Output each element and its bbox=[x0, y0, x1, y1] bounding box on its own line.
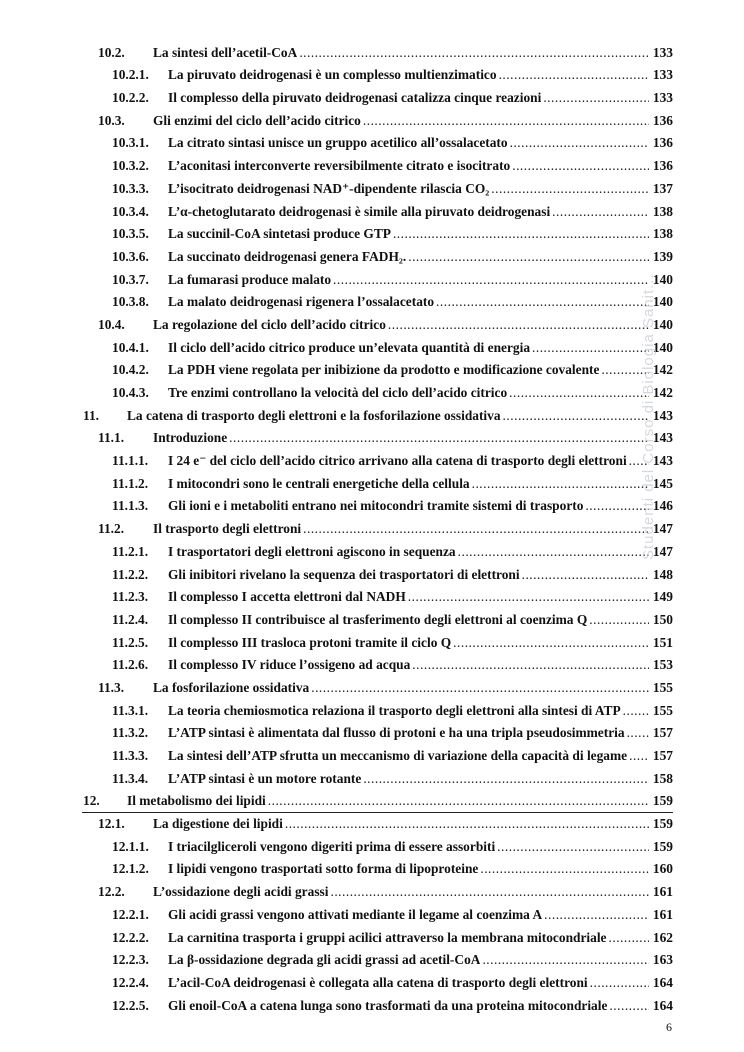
dot-leader bbox=[499, 67, 649, 83]
toc-entry-page: 145 bbox=[652, 475, 673, 491]
toc-entry-number: 10.4.1. bbox=[112, 339, 149, 355]
toc-entry-title-wrap bbox=[153, 317, 651, 333]
toc-entry[interactable] bbox=[0, 292, 744, 315]
toc-entry-title: Introduzione bbox=[153, 430, 228, 446]
toc-entry-title-wrap bbox=[168, 498, 651, 514]
toc-entry-number: 10.3.7. bbox=[112, 271, 149, 287]
toc-entry-page: 137 bbox=[652, 180, 673, 196]
toc-entry-title-wrap bbox=[168, 839, 651, 855]
dot-leader bbox=[311, 680, 649, 696]
toc-entry-title: L’ossidazione degli acidi grassi bbox=[153, 884, 329, 900]
toc-entry-number: 11.2.5. bbox=[112, 634, 149, 650]
toc-entry-title-wrap bbox=[168, 90, 651, 106]
toc-entry-page: 136 bbox=[652, 112, 673, 128]
toc-entry-page: 138 bbox=[652, 203, 673, 219]
toc-entry-title: La teoria chemiosmotica relaziona il trasporto degli elettroni alla sintesi di ATP bbox=[168, 702, 621, 718]
toc-entry-title: La catena di trasporto degli elettroni e la fosforilazione ossidativa bbox=[127, 407, 501, 423]
toc-entry-page: 149 bbox=[652, 589, 673, 605]
dot-leader bbox=[544, 907, 649, 923]
toc-entry-page: 153 bbox=[652, 657, 673, 673]
dot-leader bbox=[408, 589, 649, 605]
toc-entry-title-wrap bbox=[168, 453, 651, 469]
toc-entry[interactable] bbox=[0, 564, 744, 587]
dot-leader bbox=[330, 884, 649, 900]
toc-entry-title: Il metabolismo dei lipidi bbox=[127, 793, 266, 809]
toc-entry-title-wrap bbox=[168, 204, 651, 220]
dot-leader bbox=[589, 612, 649, 628]
toc-entry-title: L’isocitrato deidrogenasi NAD⁺-dipendente rilascia CO₂ bbox=[168, 180, 490, 196]
dot-leader bbox=[363, 113, 649, 129]
toc-entry[interactable] bbox=[0, 155, 744, 178]
toc-entry-page: 159 bbox=[652, 793, 673, 809]
dot-leader bbox=[522, 567, 649, 583]
toc-entry-number: 12.2.4. bbox=[112, 974, 149, 990]
toc-entry[interactable] bbox=[0, 246, 744, 269]
toc-entry-page: 140 bbox=[652, 271, 673, 287]
toc-entry[interactable] bbox=[0, 609, 744, 632]
toc-entry-number: 11.3.3. bbox=[112, 748, 149, 763]
dot-leader bbox=[629, 748, 649, 764]
toc-entry-title-wrap bbox=[153, 816, 651, 832]
toc-entry-page: 133 bbox=[652, 67, 673, 83]
toc-entry-number: 10.4. bbox=[98, 316, 125, 332]
toc-entry[interactable] bbox=[0, 904, 744, 927]
toc-entry-title: I mitocondri sono le centrali energetiche della cellula bbox=[168, 475, 470, 491]
toc-entry-title-wrap bbox=[168, 226, 651, 242]
toc-entry-title: I lipidi vengono trasportati sotto forma di lipoproteine bbox=[168, 861, 479, 877]
dot-leader bbox=[543, 90, 649, 106]
toc-entry-number: 10.2. bbox=[98, 44, 125, 60]
toc-entry-title: Il trasporto degli elettroni bbox=[153, 521, 302, 537]
toc-entry-title: Gli enzimi del ciclo dell’acido citrico bbox=[153, 112, 361, 128]
toc-entry[interactable] bbox=[0, 541, 744, 564]
dot-leader bbox=[609, 998, 649, 1014]
toc-entry-number: 11.3.4. bbox=[112, 770, 149, 786]
toc-entry-number: 12.2.2. bbox=[112, 929, 149, 945]
toc-entry-number: 11.2.4. bbox=[112, 611, 149, 627]
toc-entry-page: 158 bbox=[652, 770, 673, 786]
toc-entry-title: Il complesso IV riduce l’ossigeno ad acqua bbox=[168, 657, 411, 673]
toc-entry-number: 12. bbox=[83, 793, 100, 809]
toc-entry-title-wrap bbox=[153, 45, 651, 61]
toc-entry-title-wrap bbox=[168, 158, 651, 174]
dot-leader bbox=[482, 952, 649, 968]
toc-entry-title-wrap bbox=[168, 589, 651, 605]
toc-entry-title: I triacilgliceroli vengono digeriti prima di essere assorbiti bbox=[168, 838, 496, 854]
toc-entry[interactable] bbox=[0, 723, 744, 746]
dot-leader bbox=[436, 294, 649, 310]
toc-entry-page: 148 bbox=[652, 566, 673, 582]
dot-leader bbox=[532, 340, 649, 356]
toc-entry-title-wrap bbox=[153, 680, 651, 696]
toc-entry-page: 142 bbox=[652, 385, 673, 400]
dot-leader bbox=[458, 544, 649, 560]
toc-entry-title: La fosforilazione ossidativa bbox=[153, 679, 310, 695]
toc-entry[interactable] bbox=[0, 950, 744, 973]
toc-entry-number: 11.1.1. bbox=[112, 453, 149, 469]
toc-entry[interactable] bbox=[0, 133, 744, 156]
toc-entry[interactable] bbox=[0, 178, 744, 201]
toc-entry-title: La carnitina trasporta i gruppi acilici attraverso la membrana mitocondriale bbox=[168, 929, 607, 945]
toc-entry-title: Gli ioni e i metaboliti entrano nei mitocondri tramite sistemi di trasporto bbox=[168, 498, 584, 514]
toc-entry-number: 11.3. bbox=[98, 679, 125, 695]
dot-leader bbox=[393, 226, 649, 242]
toc-entry-title: L’ATP sintasi è alimentata dal flusso di protoni e ha una tripla pseudosimmetria bbox=[168, 725, 625, 741]
toc-entry[interactable] bbox=[0, 632, 744, 655]
toc-entry-number: 12.1.1. bbox=[112, 838, 149, 854]
toc-entry-title-wrap bbox=[168, 952, 651, 968]
toc-entry-number: 12.2.1. bbox=[112, 906, 149, 922]
page-number: 6 bbox=[666, 1020, 672, 1034]
toc-entry-number: 11.2.2. bbox=[112, 566, 149, 582]
toc-entry-title: La malato deidrogenasi rigenera l’ossalacetato bbox=[168, 294, 435, 310]
toc-entry-page: 133 bbox=[652, 44, 673, 60]
toc-entry-page: 150 bbox=[652, 611, 673, 627]
dot-leader bbox=[552, 204, 649, 220]
toc-entry-page: 136 bbox=[652, 135, 673, 151]
toc-entry-page: 140 bbox=[652, 294, 673, 310]
toc-entry-title-wrap bbox=[168, 249, 651, 265]
dot-leader bbox=[472, 476, 649, 492]
dot-leader bbox=[412, 657, 649, 673]
toc-entry-number: 12.1. bbox=[98, 816, 125, 832]
toc-entry-title-wrap bbox=[168, 861, 651, 877]
dot-leader bbox=[497, 839, 649, 855]
toc-entry[interactable] bbox=[0, 65, 744, 88]
toc-entry-title: La PDH viene regolata per inibizione da prodotto e modificazione covalente bbox=[168, 362, 600, 378]
toc-entry-title: La piruvato deidrogenasi è un complesso multienzimatico bbox=[168, 67, 497, 83]
toc-entry-number: 10.2.2. bbox=[112, 90, 149, 106]
toc-entry-title-wrap bbox=[153, 113, 651, 129]
toc-entry-title: Gli inibitori rivelano la sequenza dei trasportatori di elettroni bbox=[168, 566, 520, 582]
toc-entry-title-wrap bbox=[168, 612, 651, 628]
toc-entry-title: I 24 e⁻ del ciclo dell’acido citrico arrivano alla catena di trasporto degli elettroni bbox=[168, 453, 627, 469]
toc-entry-title-wrap bbox=[168, 567, 651, 583]
toc-entry[interactable] bbox=[0, 87, 744, 110]
toc-entry-title-wrap bbox=[168, 67, 651, 83]
toc-entry-title-wrap bbox=[168, 272, 651, 288]
dot-leader bbox=[285, 816, 649, 832]
toc-entry-page: 139 bbox=[652, 248, 673, 264]
toc-entry[interactable] bbox=[0, 587, 744, 610]
toc-entry[interactable] bbox=[0, 42, 744, 65]
toc-entry-number: 10.3.1. bbox=[112, 135, 149, 151]
toc-entry-number: 10.4.2. bbox=[112, 362, 149, 378]
toc-entry-page: 142 bbox=[652, 362, 673, 378]
toc-entry-title: La sintesi dell’ATP sfrutta un meccanismo di variazione della capacità di legame bbox=[168, 748, 628, 763]
toc-entry-title-wrap bbox=[168, 703, 651, 719]
toc-entry[interactable] bbox=[0, 428, 744, 451]
toc-entry-page: 147 bbox=[652, 543, 673, 559]
dot-leader bbox=[609, 930, 650, 946]
toc-entry-title: Tre enzimi controllano la velocità del ciclo dell’acido citrico bbox=[168, 385, 508, 400]
toc-entry-page: 140 bbox=[652, 316, 673, 332]
toc-entry-number: 11.3.2. bbox=[112, 725, 149, 741]
toc-entry-number: 12.2.5. bbox=[112, 997, 149, 1013]
toc-entry-title: Il complesso III trasloca protoni tramite il ciclo Q bbox=[168, 634, 452, 650]
toc-entry[interactable] bbox=[0, 745, 744, 768]
toc-entry-title: L’α-chetoglutarato deidrogenasi è simile alla piruvato deidrogenasi bbox=[168, 203, 551, 219]
toc-entry-page: 155 bbox=[652, 679, 673, 695]
dot-leader bbox=[268, 793, 649, 809]
dot-leader bbox=[510, 135, 649, 151]
toc-entry-number: 11.2.1. bbox=[112, 543, 149, 559]
toc-entry-title: La fumarasi produce malato bbox=[168, 271, 332, 287]
toc-entry-title-wrap bbox=[168, 385, 651, 401]
toc-entry-title: La succinil-CoA sintetasi produce GTP bbox=[168, 226, 391, 242]
toc-entry-title-wrap bbox=[168, 930, 651, 946]
toc-entry-number: 11.3.1. bbox=[112, 702, 149, 718]
toc-entry-title-wrap bbox=[168, 294, 651, 310]
toc-entry-number: 10.3.5. bbox=[112, 226, 149, 242]
toc-entry-title-wrap bbox=[168, 907, 651, 923]
toc-entry-number: 11.2.3. bbox=[112, 589, 149, 605]
toc-entry-title-wrap bbox=[168, 476, 651, 492]
toc-entry-title-wrap bbox=[127, 408, 651, 424]
toc-entry[interactable] bbox=[0, 201, 744, 224]
toc-entry[interactable] bbox=[0, 677, 744, 700]
toc-entry-title: La citrato sintasi unisce un gruppo acetilico all’ossalacetato bbox=[168, 135, 508, 151]
dot-leader bbox=[303, 521, 649, 537]
toc-entry-page: 138 bbox=[652, 226, 673, 242]
dot-leader bbox=[503, 408, 649, 424]
toc-entry[interactable] bbox=[0, 700, 744, 723]
toc-entry-number: 10.3.3. bbox=[112, 180, 149, 196]
toc-entry[interactable] bbox=[0, 768, 744, 791]
toc-entry[interactable] bbox=[0, 859, 744, 882]
toc-entry-title: La sintesi dell’acetil-CoA bbox=[153, 44, 298, 60]
toc-entry-number: 10.3.4. bbox=[112, 203, 149, 219]
dot-leader bbox=[491, 181, 649, 197]
toc-entry-title-wrap bbox=[168, 748, 651, 764]
dot-leader bbox=[480, 861, 649, 877]
toc-entry[interactable] bbox=[0, 110, 744, 133]
dot-leader bbox=[453, 635, 649, 651]
toc-entry[interactable] bbox=[0, 496, 744, 519]
toc-entry[interactable] bbox=[0, 314, 744, 337]
toc-entry-number: 11.2. bbox=[98, 521, 125, 537]
toc-entry[interactable] bbox=[0, 836, 744, 859]
toc-entry-title: Gli enoil-CoA a catena lunga sono trasformati da una proteina mitocondriale bbox=[168, 997, 608, 1013]
toc-entry-page: 161 bbox=[652, 884, 673, 900]
toc-entry[interactable] bbox=[0, 972, 744, 995]
toc-entry[interactable] bbox=[0, 269, 744, 292]
toc-entry-title-wrap bbox=[168, 771, 651, 787]
toc-entry-title: L’acil-CoA deidrogenasi è collegata alla catena di trasporto degli elettroni bbox=[168, 974, 588, 990]
table-of-contents bbox=[0, 42, 744, 1018]
toc-entry-title: Il ciclo dell’acido citrico produce un’elevata quantità di energia bbox=[168, 339, 531, 355]
toc-entry[interactable] bbox=[0, 450, 744, 473]
toc-entry-number: 11.1.2. bbox=[112, 475, 149, 491]
toc-entry-page: 164 bbox=[652, 997, 673, 1013]
toc-entry-number: 11.1.3. bbox=[112, 498, 149, 514]
toc-entry-page: 161 bbox=[652, 906, 673, 922]
dot-leader bbox=[627, 725, 649, 741]
dot-leader bbox=[299, 45, 649, 61]
toc-entry[interactable] bbox=[0, 655, 744, 678]
toc-entry-title-wrap bbox=[153, 430, 651, 446]
toc-entry-title: I trasportatori degli elettroni agiscono in sequenza bbox=[168, 543, 456, 559]
toc-entry-page: 159 bbox=[652, 838, 673, 854]
dot-leader bbox=[590, 975, 649, 991]
toc-entry-title: La regolazione del ciclo dell’acido citrico bbox=[153, 316, 386, 332]
toc-entry[interactable] bbox=[0, 360, 744, 383]
toc-entry[interactable] bbox=[0, 405, 744, 428]
toc-entry-title-wrap bbox=[168, 362, 651, 378]
toc-entry-title-wrap bbox=[153, 521, 651, 537]
toc-entry-number: 11. bbox=[83, 407, 99, 423]
toc-entry-page: 162 bbox=[652, 929, 673, 945]
watermark: Studenti del Corso di Biologia Sanit... bbox=[640, 273, 657, 560]
toc-entry-number: 10.4.3. bbox=[112, 385, 149, 400]
dot-leader bbox=[333, 272, 649, 288]
toc-entry-title: Gli acidi grassi vengono attivati mediante il legame al coenzima A bbox=[168, 906, 543, 922]
toc-entry[interactable] bbox=[0, 995, 744, 1018]
toc-entry-number: 12.1.2. bbox=[112, 861, 149, 877]
toc-entry-page: 146 bbox=[652, 498, 673, 514]
toc-entry-title-wrap bbox=[168, 635, 651, 651]
toc-entry-page: 159 bbox=[652, 816, 673, 832]
toc-entry-page: 157 bbox=[652, 748, 673, 763]
dot-leader bbox=[229, 430, 649, 446]
dot-leader bbox=[512, 158, 649, 174]
toc-entry-number: 11.2.6. bbox=[112, 657, 149, 673]
toc-entry-page: 151 bbox=[652, 634, 673, 650]
toc-entry-title: La succinato deidrogenasi genera FADH₂. bbox=[168, 248, 407, 264]
toc-entry-page: 164 bbox=[652, 974, 673, 990]
toc-entry-title-wrap bbox=[168, 657, 651, 673]
toc-entry-title-wrap bbox=[168, 544, 651, 560]
toc-entry-page: 143 bbox=[652, 407, 673, 423]
toc-entry-title: L’ATP sintasi è un motore rotante bbox=[168, 770, 362, 786]
toc-entry-title: Il complesso I accetta elettroni dal NADH bbox=[168, 589, 406, 605]
toc-entry-title: La β-ossidazione degrada gli acidi grassi ad acetil-CoA bbox=[168, 952, 481, 968]
toc-entry-title: L’aconitasi interconverte reversibilmente citrato e isocitrato bbox=[168, 158, 511, 174]
toc-entry-title-wrap bbox=[168, 135, 651, 151]
dot-leader bbox=[509, 385, 649, 401]
toc-entry-page: 155 bbox=[652, 702, 673, 718]
dot-leader bbox=[363, 771, 649, 787]
dot-leader bbox=[623, 703, 649, 719]
toc-entry[interactable] bbox=[0, 518, 744, 541]
toc-entry-number: 10.3.8. bbox=[112, 294, 149, 310]
toc-entry[interactable] bbox=[0, 791, 744, 814]
toc-entry-page: 147 bbox=[652, 521, 673, 537]
toc-entry-title: Il complesso della piruvato deidrogenasi catalizza cinque reazioni bbox=[168, 90, 542, 106]
toc-entry-title-wrap bbox=[153, 884, 651, 900]
toc-entry-number: 10.3.2. bbox=[112, 158, 149, 174]
toc-entry-page: 143 bbox=[652, 430, 673, 446]
toc-entry-number: 11.1. bbox=[98, 430, 125, 446]
toc-entry[interactable] bbox=[0, 224, 744, 247]
toc-entry-number: 10.3. bbox=[98, 112, 125, 128]
toc-entry-page: 133 bbox=[652, 90, 673, 106]
toc-entry-page: 160 bbox=[652, 861, 673, 877]
toc-entry-title-wrap bbox=[168, 975, 651, 991]
toc-entry-title-wrap bbox=[168, 998, 651, 1014]
toc-entry[interactable] bbox=[0, 382, 744, 405]
toc-entry-title-wrap bbox=[127, 793, 651, 809]
toc-entry[interactable] bbox=[0, 881, 744, 904]
toc-entry-title: Il complesso II contribuisce al trasferimento degli elettroni al coenzima Q bbox=[168, 611, 588, 627]
toc-entry[interactable] bbox=[0, 337, 744, 360]
toc-entry-page: 140 bbox=[652, 339, 673, 355]
toc-entry-title-wrap bbox=[168, 181, 651, 197]
toc-entry-number: 12.2.3. bbox=[112, 952, 149, 968]
toc-entry-title-wrap bbox=[168, 725, 651, 741]
toc-entry-title: La digestione dei lipidi bbox=[153, 816, 283, 832]
toc-entry-number: 10.2.1. bbox=[112, 67, 149, 83]
dot-leader bbox=[408, 249, 649, 265]
toc-entry-page: 136 bbox=[652, 158, 673, 174]
toc-entry-title-wrap bbox=[168, 340, 651, 356]
toc-entry[interactable] bbox=[0, 813, 744, 836]
toc-entry-page: 163 bbox=[652, 952, 673, 968]
dot-leader bbox=[388, 317, 649, 333]
toc-entry-page: 157 bbox=[652, 725, 673, 741]
toc-entry[interactable] bbox=[0, 927, 744, 950]
toc-entry-number: 12.2. bbox=[98, 884, 125, 900]
toc-entry-number: 10.3.6. bbox=[112, 248, 149, 264]
toc-entry-page: 143 bbox=[652, 453, 673, 469]
toc-entry[interactable] bbox=[0, 473, 744, 496]
